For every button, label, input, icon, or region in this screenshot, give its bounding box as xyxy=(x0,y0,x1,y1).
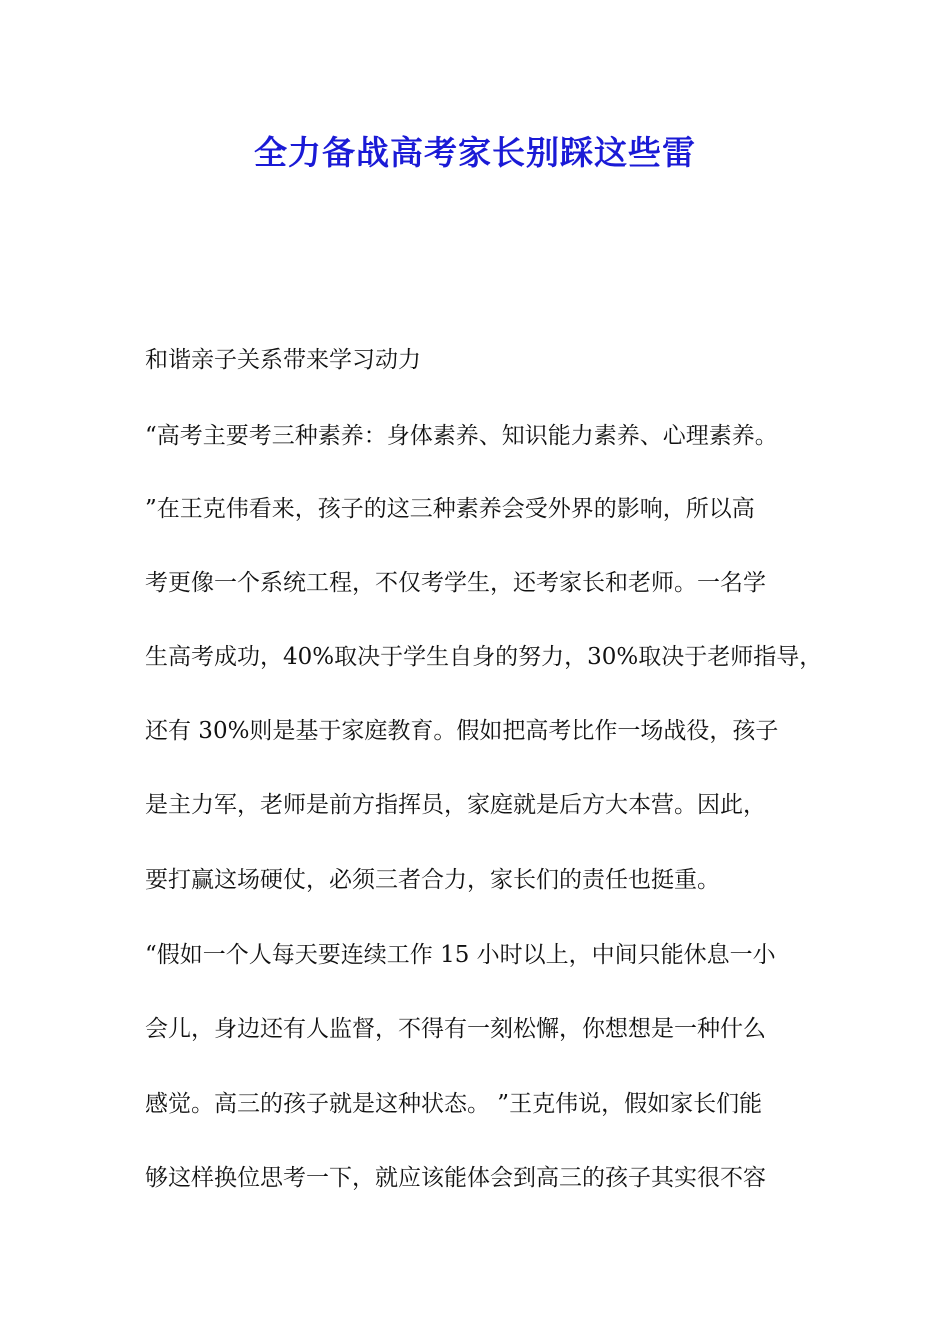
paragraph-line-8: “假如一个人每天要连续工作 15 小时以上，中间只能休息一小 xyxy=(145,942,776,968)
paragraph-line-3: 考更像一个系统工程，不仅考学生，还考家长和老师。一名学 xyxy=(145,570,766,596)
paragraph-line-9: 会儿，身边还有人监督，不得有一刻松懈，你想想是一种什么 xyxy=(145,1016,766,1042)
paragraph-line-7: 要打赢这场硬仗，必须三者合力，家长们的责任也挺重。 xyxy=(145,867,720,893)
section-heading: 和谐亲子关系带来学习动力 xyxy=(145,347,421,373)
paragraph-line-1: “高考主要考三种素养：身体素养、知识能力素养、心理素养。 xyxy=(145,423,778,449)
paragraph-line-6: 是主力军，老师是前方指挥员，家庭就是后方大本营。因此， xyxy=(145,792,766,818)
paragraph-line-2: ”在王克伟看来，孩子的这三种素养会受外界的影响，所以高 xyxy=(145,496,755,522)
paragraph-line-11: 够这样换位思考一下，就应该能体会到高三的孩子其实很不容 xyxy=(145,1165,766,1191)
paragraph-line-4: 生高考成功，40%取决于学生自身的努力，30%取决于老师指导， xyxy=(145,644,823,670)
document-title: 全力备战高考家长别踩这些雷 xyxy=(254,133,696,172)
paragraph-line-5: 还有 30%则是基于家庭教育。假如把高考比作一场战役，孩子 xyxy=(145,718,779,744)
paragraph-line-10: 感觉。高三的孩子就是这种状态。 ”王克伟说，假如家长们能 xyxy=(145,1091,763,1117)
